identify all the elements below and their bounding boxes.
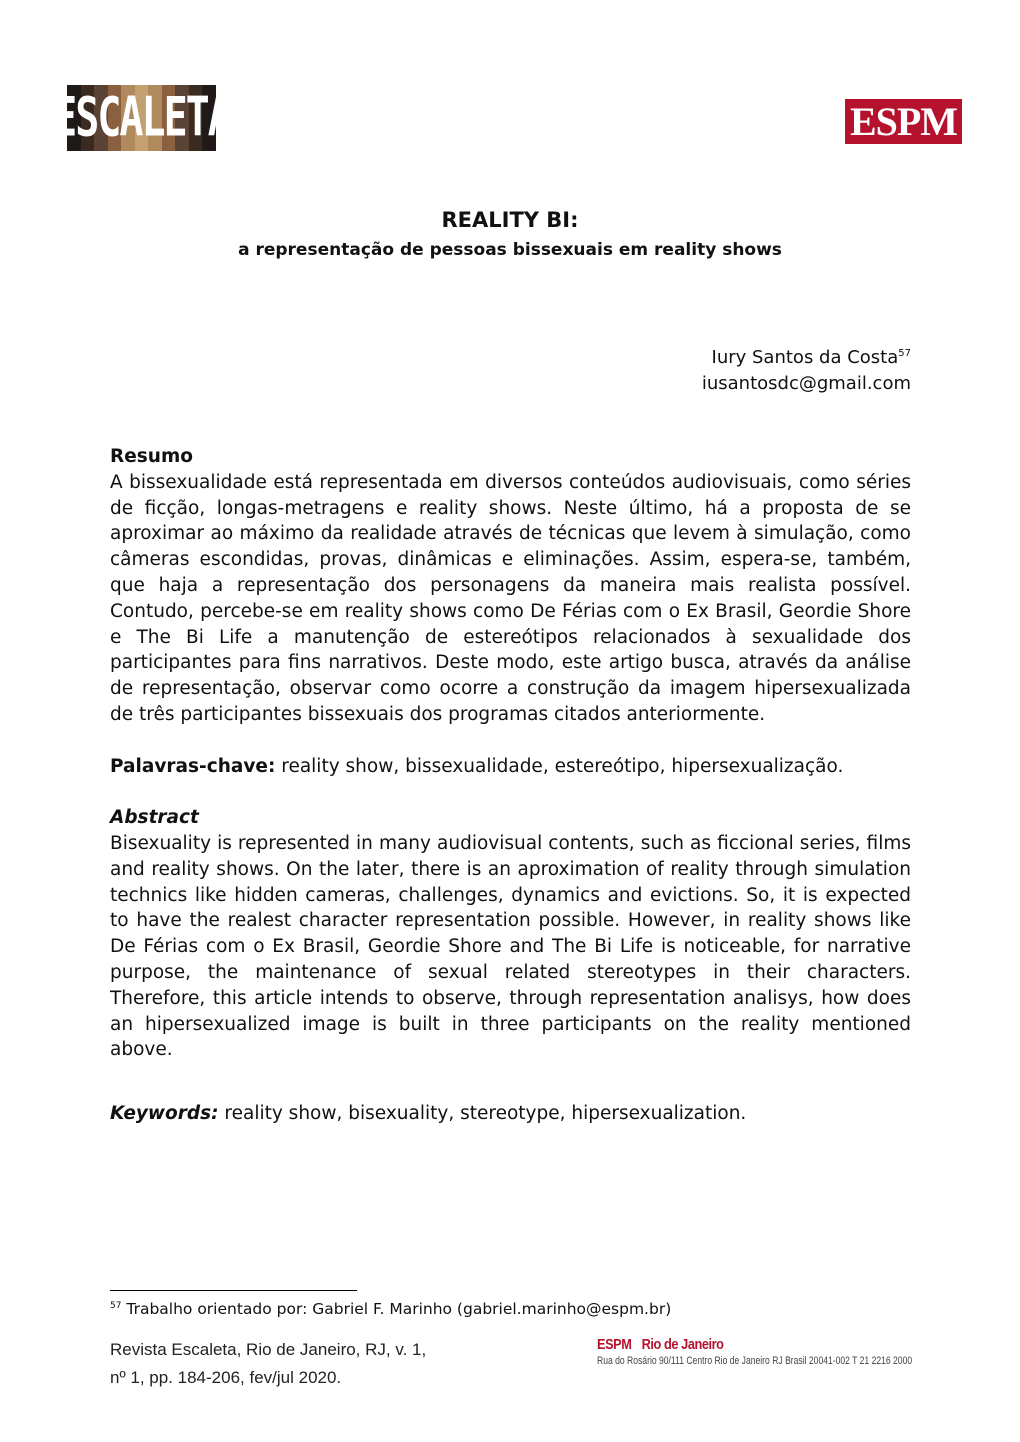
address: Rua do Rosário 90/111 Centro Rio de Janeiro RJ Brasil 20041-002 T 21 2216 2000 [597, 1355, 913, 1367]
citation [110, 1336, 426, 1392]
resumo-text: A bissexualidade está representada em diversos conteúdos audiovisuais, como séries de ficção, longas-metragens e reality shows. Neste último, há a proposta de se aproximar ao máximo da realidade através de técnicas que levem à simulação, como câmeras escondidas, provas, dinâmicas e eliminações. Assim, espera-se, também, que haja a representação dos personagens da maneira mais realista possível. Contudo, percebe-se em reality shows como De Férias com o Ex Brasil, Geordie Shore e The Bi Life a manutenção de estereótipos relacionados à sexualidade dos participantes para fins narrativos. Deste modo, este artigo busca, através da análise de representação, observar como ocorre a construção da imagem hipersexualizada de três participantes bissexuais dos programas citados anteriormente. [110, 471, 911, 725]
palavras-chave [110, 754, 911, 780]
footnote-mark: 57 [110, 1300, 122, 1311]
keywords-label: Keywords: [110, 1102, 219, 1124]
footnote [110, 1300, 671, 1318]
citation-line-2: nº 1, pp. 184-206, fev/jul 2020. [110, 1368, 342, 1387]
author-email: iusantosdc@gmail.com [701, 373, 911, 394]
article-title: REALITY BI: [441, 208, 579, 232]
author-name: Iury Santos da Costa [711, 347, 899, 368]
keywords-text: reality show, bisexuality, stereotype, hipersexualization. [224, 1102, 747, 1124]
abstract-text: Bisexuality is represented in many audiovisual contents, such as ficcional series, films and reality shows. On the later, there is an aproximation of reality through simulation technics like hidden cameras, challenges, dynamics and evictions. So, it is expected to have the realest character representation possible. However, in reality shows like De Férias com o Ex Brasil, Geordie Shore and The Bi Life is noticeable, for narrative purpose, the maintenance of sexual related stereotypes in their characters. Therefore, this article intends to observe, through representation analisys, how does an hipersexualized image is built in three participants on the reality mentioned above. [110, 832, 911, 1061]
palavras-chave-text: reality show, bissexualidade, estereótipo, hipersexualização. [281, 755, 844, 777]
escaleta-logo-text: ESCALETA [53, 86, 230, 150]
footnote-text: Trabalho orientado por: Gabriel F. Marinho (gabriel.marinho@espm.br) [126, 1300, 672, 1318]
espm-label: ESPM [597, 1336, 632, 1353]
citation-line-1: Revista Escaleta, Rio de Janeiro, RJ, v. 1, [110, 1340, 427, 1359]
resumo-heading: Resumo [110, 446, 193, 467]
escaleta-logo [53, 85, 230, 151]
article-subtitle: a representação de pessoas bissexuais em reality shows [238, 240, 782, 260]
abstract-heading: Abstract [110, 807, 199, 829]
palavras-chave-label: Palavras-chave: [110, 755, 276, 777]
author-block [702, 341, 911, 397]
espm-address-block [597, 1336, 1001, 1367]
espm-logo: ESPM [845, 99, 962, 144]
footnote-divider [110, 1290, 357, 1291]
article-body [110, 444, 911, 1127]
campus-label: Rio de Janeiro [641, 1336, 724, 1353]
keywords [110, 1101, 911, 1127]
footnote-ref: 57 [898, 348, 911, 359]
